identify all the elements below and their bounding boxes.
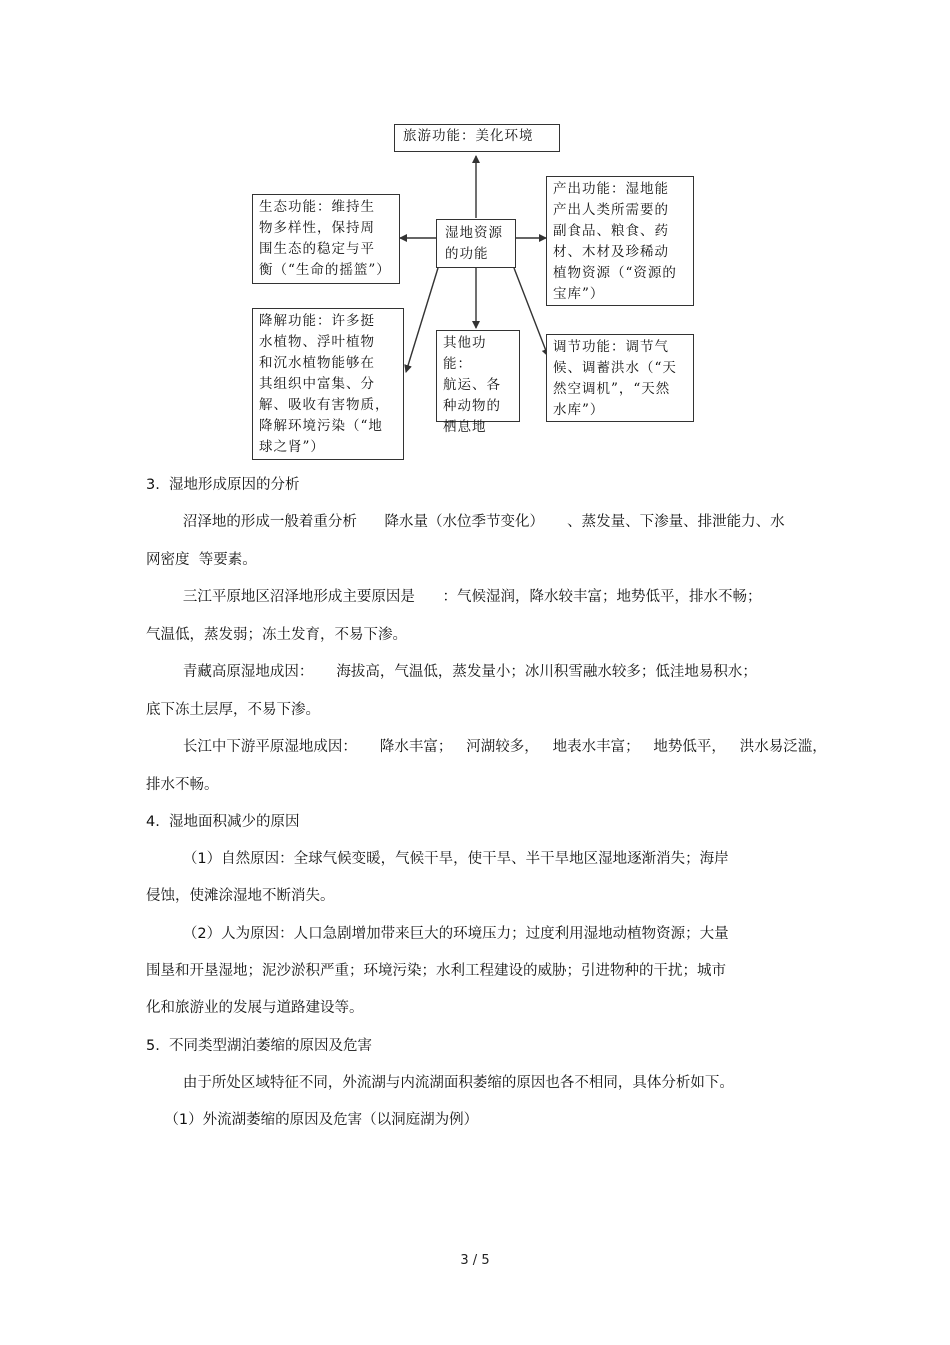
left-upper-box bbox=[252, 194, 400, 284]
paragraph-line: 沼泽地的形成一般着重分析 降水量（水位季节变化） 、蒸发量、下渗量、排泄能力、水 bbox=[146, 514, 785, 530]
paragraph-line: 排水不畅。 bbox=[146, 777, 219, 793]
page-number: 3 / 5 bbox=[460, 1253, 490, 1268]
left-upper-box-text: 生态功能：维持生 物多样性，保持周 围生态的稳定与平 衡（“生命的摇篮”） bbox=[259, 199, 391, 278]
center-box-text: 湿地资源 的功能 bbox=[445, 225, 503, 262]
paragraph-line: 三江平原地区沼泽地形成主要原因是 ：气候湿润，降水较丰富；地势低平，排水不畅； bbox=[146, 589, 762, 605]
bottom-box bbox=[436, 330, 520, 435]
right-lower-box bbox=[546, 334, 694, 422]
paragraph-line: 网密度 等要素。 bbox=[146, 552, 257, 568]
paragraph-line: （2）人为原因：人口急剧增加带来巨大的环境压力；过度利用湿地动植物资源；大量 bbox=[146, 926, 729, 942]
left-lower-box-text: 降解功能：许多挺 水植物、浮叶植物 和沉水植物能够在 其组织中富集、分 解、吸收有害物质， 降解环境污染（“地 球之肾”） bbox=[259, 313, 390, 455]
paragraph-line: 底下冻土层厚，不易下渗。 bbox=[146, 702, 320, 718]
right-upper-box-text: 产出功能：湿地能 产出人类所需要的 副食品、粮食、药 材、木材及珍稀动 植物资源（“资源的 宝库”） bbox=[553, 181, 677, 302]
paragraph-line: 围垦和开垦湿地；泥沙淤积严重；环境污染；水利工程建设的威胁；引进物种的干扰；城市 bbox=[146, 963, 726, 979]
sub-heading: （1）外流湖萎缩的原因及危害（以洞庭湖为例） bbox=[146, 1112, 479, 1128]
right-lower-box-text: 调节功能：调节气 候、调蓄洪水（“天 然空调机”，“天然 水库”） bbox=[553, 339, 677, 418]
wetland-function-diagram bbox=[0, 0, 950, 470]
top-box-text: 旅游功能：美化环境 bbox=[403, 128, 534, 144]
paragraph-line: 长江中下游平原湿地成因： 降水丰富； 河湖较多， 地表水丰富； 地势低平， 洪水易泛滥， bbox=[146, 739, 827, 755]
paragraph-line: 青藏高原湿地成因： 海拔高，气温低，蒸发量小；冰川积雪融水较多；低洼地易积水； bbox=[146, 664, 757, 680]
heading-5: 5. 不同类型湖泊萎缩的原因及危害 bbox=[146, 1038, 373, 1054]
heading-3: 3. 湿地形成原因的分析 bbox=[146, 477, 300, 493]
paragraph-line: 由于所处区域特征不同，外流湖与内流湖面积萎缩的原因也各不相同，具体分析如下。 bbox=[146, 1075, 734, 1091]
top-box bbox=[394, 124, 560, 152]
paragraph-line: 气温低，蒸发弱；冻土发育，不易下渗。 bbox=[146, 627, 407, 643]
bottom-box-text: 其他功能： 航运、各 种动物的 栖息地 bbox=[443, 335, 501, 435]
left-lower-box bbox=[252, 308, 404, 460]
paragraph-line: 化和旅游业的发展与道路建设等。 bbox=[146, 1000, 364, 1016]
paragraph-line: 侵蚀，使滩涂湿地不断消失。 bbox=[146, 888, 335, 904]
paragraph-line: （1）自然原因：全球气候变暖，气候干旱，使干旱、半干旱地区湿地逐渐消失；海岸 bbox=[146, 851, 729, 867]
arrow-to-left-lower bbox=[406, 268, 438, 372]
right-upper-box bbox=[546, 176, 694, 306]
heading-4: 4. 湿地面积减少的原因 bbox=[146, 814, 300, 830]
center-box bbox=[436, 219, 516, 268]
